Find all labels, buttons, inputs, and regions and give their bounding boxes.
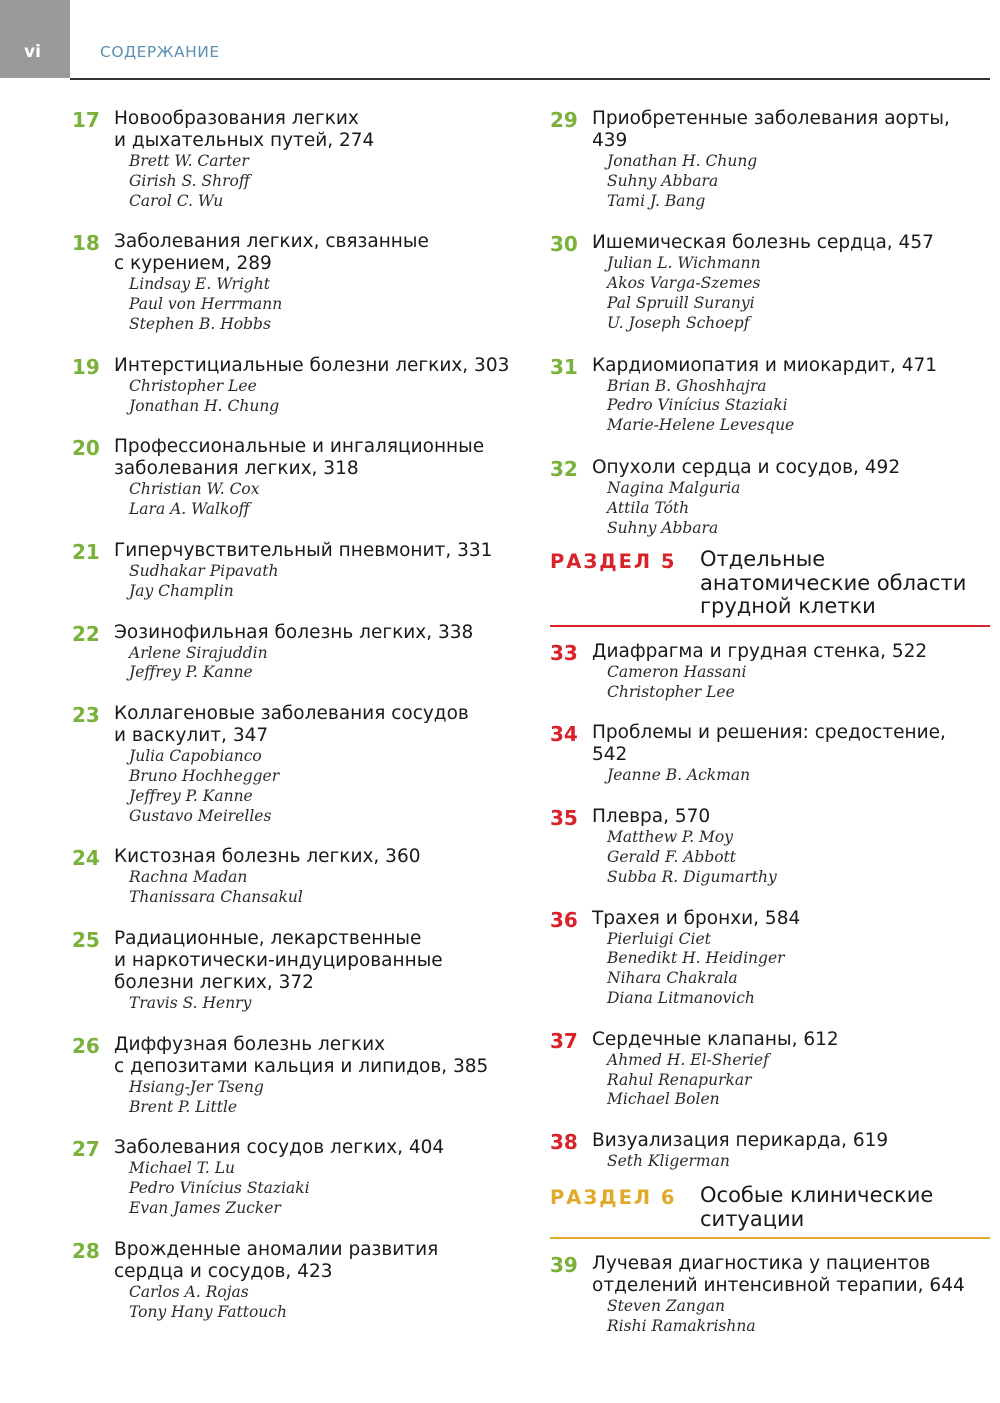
chapter-authors xyxy=(114,1078,532,1118)
author-name: Benedikt H. Heidinger xyxy=(607,949,785,968)
chapter-number: 18 xyxy=(72,231,100,256)
chapter-authors xyxy=(592,152,990,211)
chapter-title-line: Коллагеновые заболевания сосудов xyxy=(114,703,469,725)
chapter-authors xyxy=(592,663,990,703)
author-name: Julia Capobianco xyxy=(129,747,262,766)
author-name: Girish S. Shroff xyxy=(129,171,250,190)
chapter-title-line: Приобретенные заболевания аорты, 439 xyxy=(592,108,950,151)
chapter-number: 22 xyxy=(72,621,100,646)
author-name: Rahul Renapurkar xyxy=(607,1070,752,1089)
chapter-title-line: с депозитами кальция и липидов, 385 xyxy=(114,1055,489,1077)
chapter-number: 17 xyxy=(72,108,100,132)
toc-entry[interactable] xyxy=(72,622,532,684)
toc-entry[interactable] xyxy=(550,1029,990,1110)
author-name: Subba R. Digumarthy xyxy=(607,867,777,886)
chapter-number: 25 xyxy=(72,927,100,952)
toc-entry[interactable] xyxy=(72,1137,532,1218)
author-name: Evan James Zucker xyxy=(129,1198,281,1217)
chapter-authors xyxy=(592,766,990,786)
toc-entry[interactable] xyxy=(72,540,532,602)
toc-entry[interactable] xyxy=(550,232,990,333)
author-name: Thanissara Chansakul xyxy=(129,888,303,907)
author-name: Sudhakar Pipavath xyxy=(129,561,279,580)
author-name: Nihara Chakrala xyxy=(607,969,738,988)
toc-entry[interactable] xyxy=(72,1034,532,1118)
author-name: Arlene Sirajuddin xyxy=(129,643,268,662)
section-title-line: анатомические области xyxy=(700,570,967,595)
author-name: Tony Hany Fattouch xyxy=(129,1302,287,1321)
author-name: Brent P. Little xyxy=(129,1097,238,1116)
author-name: Carol C. Wu xyxy=(129,191,224,210)
toc-entry[interactable] xyxy=(72,436,532,520)
toc-entry[interactable] xyxy=(72,703,532,826)
chapter-title-line: Радиационные, лекарственные xyxy=(114,927,422,949)
author-name: Jay Champlin xyxy=(129,581,234,600)
author-name: Suhny Abbara xyxy=(607,171,719,190)
author-name: Jeffrey P. Kanne xyxy=(129,786,253,805)
author-name: Seth Kligerman xyxy=(607,1152,730,1171)
author-name: Carlos A. Rojas xyxy=(129,1282,249,1301)
chapter-authors xyxy=(114,747,532,826)
chapter-title-line: и дыхательных путей, 274 xyxy=(114,130,375,151)
chapter-title-line: 542 xyxy=(592,744,628,766)
chapter-title-line: отделений интенсивной терапии, 644 xyxy=(592,1275,965,1297)
toc-right-block-1 xyxy=(550,108,990,538)
author-name: Gerald F. Abbott xyxy=(607,848,737,867)
chapter-authors xyxy=(114,1159,532,1218)
chapter-title-line: Сердечные клапаны, 612 xyxy=(592,1028,839,1050)
toc-entry[interactable] xyxy=(550,108,990,211)
author-name: Marie-Helene Levesque xyxy=(607,416,795,435)
section-6-heading xyxy=(550,1184,990,1239)
author-name: Pedro Vinícius Staziaki xyxy=(129,1179,310,1198)
chapter-authors xyxy=(114,480,532,520)
chapter-title-line: болезни легких, 372 xyxy=(114,971,314,993)
author-name: Travis S. Henry xyxy=(129,993,252,1012)
author-name: Jonathan H. Chung xyxy=(129,396,280,415)
toc-entry[interactable] xyxy=(72,355,532,417)
chapter-title-line: Лучевая диагностика у пациентов xyxy=(592,1253,931,1275)
chapter-title-line: Проблемы и решения: средостение, xyxy=(592,722,946,744)
chapter-title-line: Кардиомиопатия и миокардит, 471 xyxy=(592,354,938,376)
toc-right-block-2 xyxy=(550,641,990,1172)
author-name: Steven Zangan xyxy=(607,1297,725,1316)
chapter-title-line: Профессиональные и ингаляционные xyxy=(114,436,485,458)
section-5-label: РАЗДЕЛ 5 xyxy=(550,550,677,574)
author-name: Pierluigi Ciet xyxy=(607,929,711,948)
chapter-authors xyxy=(114,1283,532,1323)
author-name: Suhny Abbara xyxy=(607,518,719,537)
toc-left-column xyxy=(72,108,532,1322)
page-number-tab xyxy=(0,0,70,78)
toc-entry[interactable] xyxy=(550,908,990,1009)
chapter-title-line: сердца и сосудов, 423 xyxy=(114,1260,333,1282)
chapter-authors xyxy=(114,994,532,1014)
chapter-number: 30 xyxy=(550,232,578,257)
chapter-title-line: Врожденные аномалии развития xyxy=(114,1238,439,1260)
author-name: Nagina Malguria xyxy=(607,478,741,497)
toc-entry[interactable] xyxy=(550,1253,990,1337)
section-6-label: РАЗДЕЛ 6 xyxy=(550,1186,677,1210)
chapter-title-line: Трахея и бронхи, 584 xyxy=(592,907,801,929)
author-name: Christopher Lee xyxy=(607,682,735,701)
author-name: Bruno Hochhegger xyxy=(129,766,280,785)
author-name: Christopher Lee xyxy=(129,376,257,395)
chapter-number: 33 xyxy=(550,640,578,665)
author-name: Christian W. Cox xyxy=(129,480,260,499)
chapter-title-line: Плевра, 570 xyxy=(592,806,711,828)
author-name: Hsiang-Jer Tseng xyxy=(129,1077,264,1096)
chapter-number: 29 xyxy=(550,108,578,132)
toc-entry[interactable] xyxy=(550,641,990,703)
chapter-number: 31 xyxy=(550,354,578,379)
chapter-title-line: Эозинофильная болезнь легких, 338 xyxy=(114,621,474,643)
chapter-title-line: Интерстициальные болезни легких, 303 xyxy=(114,354,510,376)
chapter-number: 20 xyxy=(72,436,100,461)
chapter-authors xyxy=(114,868,532,908)
author-name: Lindsay E. Wright xyxy=(129,275,270,294)
toc-entry[interactable] xyxy=(72,1239,532,1323)
toc-entry[interactable] xyxy=(72,108,532,211)
author-name: Akos Varga-Szemes xyxy=(607,274,761,293)
chapter-number: 35 xyxy=(550,806,578,831)
author-name: Attila Tóth xyxy=(607,498,690,517)
author-name: Rachna Madan xyxy=(129,868,248,887)
chapter-authors xyxy=(114,377,532,417)
section-title-line: грудной клетки xyxy=(700,594,876,619)
toc-entry[interactable] xyxy=(550,1130,990,1172)
toc-entry[interactable] xyxy=(72,846,532,908)
chapter-number: 38 xyxy=(550,1130,578,1155)
page-number: vi xyxy=(24,42,41,62)
toc-right-block-3 xyxy=(550,1253,990,1337)
toc-entry[interactable] xyxy=(550,457,990,538)
chapter-number: 37 xyxy=(550,1028,578,1053)
chapter-title-line: Опухоли сердца и сосудов, 492 xyxy=(592,456,901,478)
author-name: Paul von Herrmann xyxy=(129,295,283,314)
section-title-line: Отдельные xyxy=(700,547,826,572)
chapter-title-line: с курением, 289 xyxy=(114,253,272,275)
author-name: Jeffrey P. Kanne xyxy=(129,663,253,682)
chapter-title-line: и наркотически-индуцированные xyxy=(114,949,443,971)
chapter-authors xyxy=(114,152,532,211)
header-rule xyxy=(70,78,990,80)
chapter-title-line: Диффузная болезнь легких xyxy=(114,1033,386,1055)
chapter-title-line: Ишемическая болезнь сердца, 457 xyxy=(592,232,934,254)
chapter-title-line: заболевания легких, 318 xyxy=(114,458,359,480)
chapter-number: 39 xyxy=(550,1253,578,1278)
section-title-line: Особые клинические xyxy=(700,1183,934,1208)
toc-entry[interactable] xyxy=(550,355,990,436)
author-name: Matthew P. Moy xyxy=(607,828,734,847)
chapter-title-line: Кистозная болезнь легких, 360 xyxy=(114,846,421,868)
section-5-title xyxy=(700,548,990,619)
chapter-authors xyxy=(592,930,990,1009)
running-header-title: СОДЕРЖАНИЕ xyxy=(100,43,220,61)
chapter-authors xyxy=(114,275,532,334)
author-name: Lara A. Walkoff xyxy=(129,500,250,519)
toc-entry[interactable] xyxy=(550,722,990,786)
chapter-title-line: Гиперчувствительный пневмонит, 331 xyxy=(114,539,493,561)
chapter-number: 32 xyxy=(550,456,578,481)
chapter-title-line: Заболевания легких, связанные xyxy=(114,231,429,253)
author-name: Pedro Vinícius Staziaki xyxy=(607,396,788,415)
author-name: U. Joseph Schoepf xyxy=(607,313,750,332)
chapter-authors xyxy=(592,1297,990,1337)
author-name: Brett W. Carter xyxy=(129,152,249,170)
author-name: Julian L. Wichmann xyxy=(607,254,761,273)
chapter-number: 36 xyxy=(550,907,578,932)
author-name: Jeanne B. Ackman xyxy=(607,766,751,785)
chapter-title-line: Диафрагма и грудная стенка, 522 xyxy=(592,640,928,662)
chapter-number: 19 xyxy=(72,354,100,379)
author-name: Brian B. Ghoshhajra xyxy=(607,376,767,395)
chapter-authors xyxy=(592,1051,990,1110)
chapter-number: 26 xyxy=(72,1033,100,1058)
author-name: Michael Bolen xyxy=(607,1090,720,1109)
chapter-number: 27 xyxy=(72,1137,100,1162)
toc-entry[interactable] xyxy=(72,928,532,1014)
chapter-title-line: Визуализация перикарда, 619 xyxy=(592,1130,889,1152)
author-name: Stephen B. Hobbs xyxy=(129,314,271,333)
toc-right-column xyxy=(550,108,990,1337)
chapter-title-line: Новообразования легких xyxy=(114,108,359,129)
author-name: Rishi Ramakrishna xyxy=(607,1316,756,1335)
chapter-title-line: и васкулит, 347 xyxy=(114,725,269,747)
chapter-authors xyxy=(592,1152,990,1172)
chapter-authors xyxy=(592,828,990,887)
author-name: Pal Spruill Suranyi xyxy=(607,293,755,312)
chapter-authors xyxy=(592,377,990,436)
author-name: Cameron Hassani xyxy=(607,662,747,681)
chapter-title-line: Заболевания сосудов легких, 404 xyxy=(114,1137,445,1159)
author-name: Ahmed H. El-Sherief xyxy=(607,1050,769,1069)
author-name: Gustavo Meirelles xyxy=(129,806,272,825)
chapter-authors xyxy=(592,479,990,538)
chapter-number: 21 xyxy=(72,539,100,564)
chapter-number: 28 xyxy=(72,1238,100,1263)
chapter-authors xyxy=(592,254,990,333)
section-title-line: ситуации xyxy=(700,1206,805,1231)
author-name: Tami J. Bang xyxy=(607,191,706,210)
toc-entry[interactable] xyxy=(550,806,990,887)
section-5-heading xyxy=(550,548,990,627)
section-6-title xyxy=(700,1184,990,1231)
chapter-number: 23 xyxy=(72,703,100,728)
author-name: Jonathan H. Chung xyxy=(607,152,758,170)
chapter-number: 34 xyxy=(550,722,578,747)
chapter-number: 24 xyxy=(72,846,100,871)
toc-entry[interactable] xyxy=(72,231,532,334)
chapter-authors xyxy=(114,562,532,602)
author-name: Diana Litmanovich xyxy=(607,989,755,1008)
chapter-authors xyxy=(114,644,532,684)
author-name: Michael T. Lu xyxy=(129,1159,235,1178)
